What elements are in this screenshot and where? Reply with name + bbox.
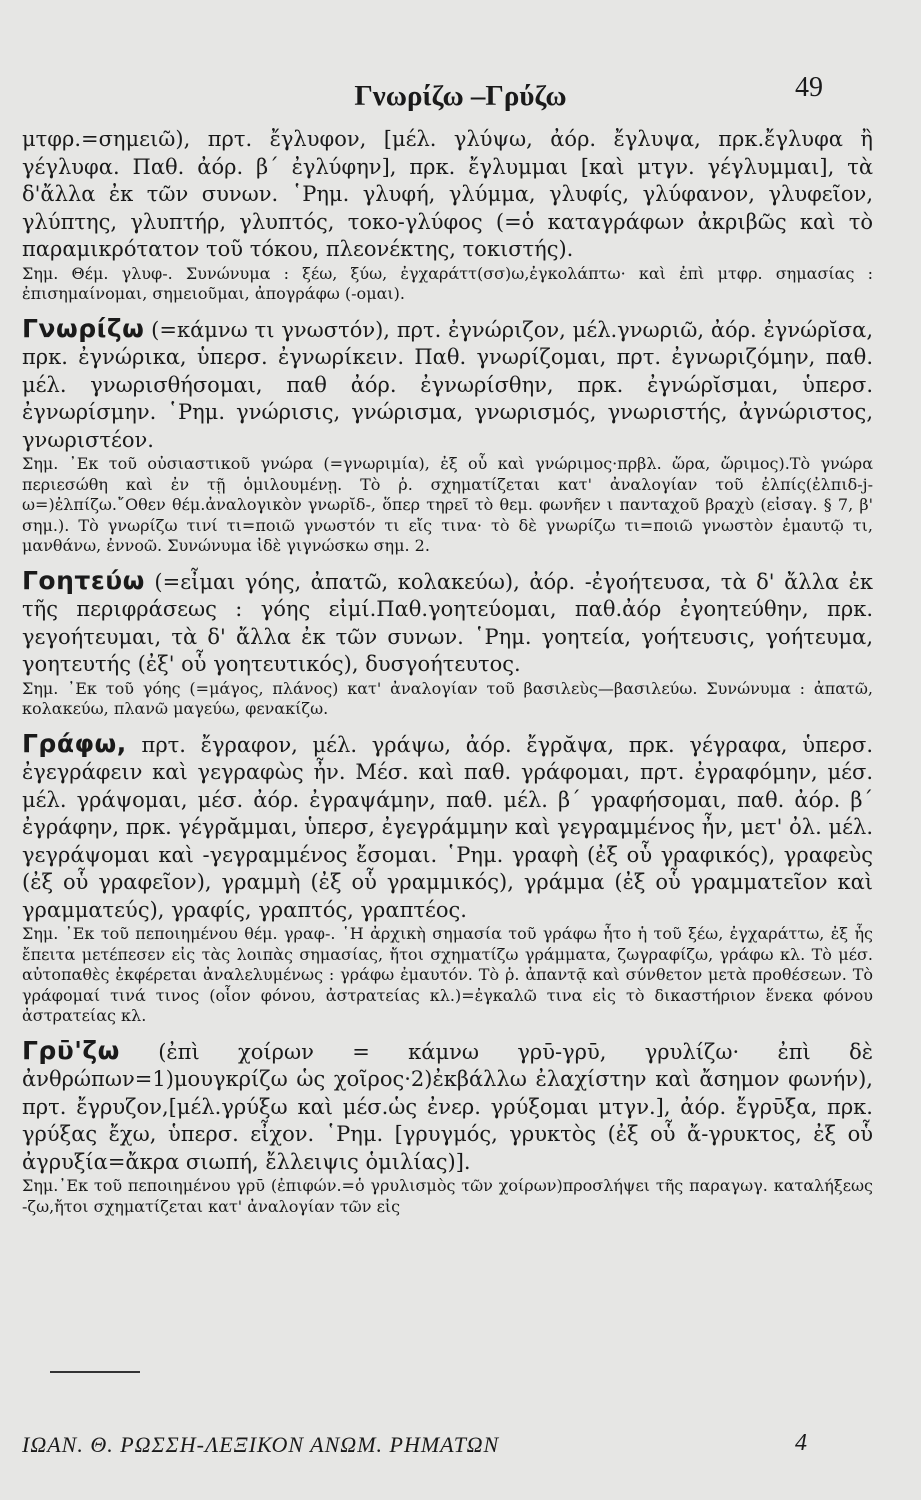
entry-paragraph	[22, 315, 873, 455]
entry-text: (=εἶμαι γόης, ἀπατῶ, κολακεύω), ἀόρ. -ἐγοήτευσα, τὰ δ' ἄλλα ἐκ τῆς περιφράσεως : γόης εἰμί.Παθ.γοητεύομαι, παθ.ἀόρ ἐγοητεύθην, πρκ. γεγοήτευμαι, τὰ δ' ἄλλα ἐκ τῶν συνων. ῾Ρημ. γοητεία, γοήτευσις, γοήτευμα, γοητευτής (ἐξ' οὗ γοητευτικός), δυσγοήτευτος.	[22, 569, 873, 676]
entry-paragraph	[22, 730, 873, 925]
signature-line: ΙΩΑΝ. Θ. ΡΩΣΣΗ-ΛΕΞΙΚΟΝ ΑΝΩΜ. ΡΗΜΑΤΩΝ	[22, 1432, 500, 1457]
entry-note: Σημ.᾿Εκ τοῦ πεποιημένου γρῡ (ἐπιφών.=ὁ γρυλισμὸς τῶν χοίρων)προσλήψει τῆς παραγωγ. καταλήξεως -ζω,ἤτοι σχηματίζεται κατ' ἀναλογίαν τῶν εἰς	[22, 1176, 873, 1216]
lemma-headword: Γρῡ'ζω	[22, 1035, 120, 1065]
running-head-title: Γνωρίζω –Γρύζω	[354, 80, 567, 112]
entry-paragraph	[22, 1037, 873, 1177]
page-body	[22, 126, 873, 1227]
entry-gryzo	[22, 1037, 873, 1218]
entry-paragraph	[22, 567, 873, 679]
running-header	[0, 72, 921, 120]
entry-note: Σημ. ᾿Εκ τοῦ πεποιημένου θέμ. γραφ-. ῾Η ἀρχικὴ σημασία τοῦ γράφω ἦτο ἡ τοῦ ξέω, ἐγχαράττω, ἐξ ἧς ἔπειτα μετέπεσεν εἰς τὰς λοιπὰς σημασίας, ἤτοι σχηματίζω γράμματα, ζωγραφίζω, γράφω κλ. Τὸ μέσ. αὐτοπαθὲς ἐκφέρεται ἀναλελυμένως : γράφω ἐμαυτόν. Τὸ ῥ. ἀπαντᾷ καὶ σύνθετον μετὰ προθέσεων. Τὸ γράφομαί τινά τινος (οἷον φόνου, ἀστρατείας κλ.)=ἐγκαλῶ τινα εἰς τὸ δικαστήριον ἕνεκα φόνου ἀστρατείας κλ.	[22, 924, 873, 1025]
entry-goiteuo	[22, 567, 873, 720]
entry-gnorizo	[22, 315, 873, 557]
lemma-headword: Γράφω,	[22, 728, 127, 758]
entry-note: Σημ. ᾿Εκ τοῦ οὐσιαστικοῦ γνώρα (=γνωριμία), ἐξ οὗ καὶ γνώριμος·πρβλ. ὥρα, ὥριμος).Τὸ γνώρα περιεσώθη καὶ ἐν τῇ ὁμιλουμένῃ. Τὸ ῥ. σχηματίζεται κατ' ἀναλογίαν τοῦ ἐλπίς(ἐλπιδ-j-ω=)ἐλπίζω.῎Οθεν θέμ.ἀναλογικὸν γνωρῐδ-, ὅπερ τηρεῖ τὸ θεμ. φωνῆεν ι πανταχοῦ βραχὺ (εἰσαγ. § 7, β' σημ.). Τὸ γνωρίζω τινί τι=ποιῶ γνωστόν τι εἴς τινα· τὸ δὲ γνωρίζω τι=ποιῶ γνωστὸν ἐμαυτῷ τι, μανθάνω, ἐννοῶ. Συνώνυμα ἰδὲ γιγνώσκω σημ. 2.	[22, 454, 873, 555]
page-number: 49	[795, 72, 823, 103]
entry-glypho-continuation	[22, 126, 873, 305]
lemma-headword: Γνωρίζω	[22, 313, 145, 343]
lemma-headword: Γοητεύω	[22, 565, 145, 595]
entry-text: πρτ. ἔγραφον, μέλ. γράψω, ἀόρ. ἔγρᾰψα, πρκ. γέγραφα, ὑπερσ. ἐγεγράφειν καὶ γεγραφὼς ἦν. Μέσ. καὶ παθ. γράφομαι, πρτ. ἐγραφόμην, μέσ. μέλ. γράψομαι, μέσ. ἀόρ. ἐγραψάμην, παθ. μέλ. β΄ γραφήσομαι, παθ. ἀόρ. β΄ ἐγράφην, πρκ. γέγρᾰμμαι, ὑπερσ, ἐγεγράμμην καὶ γεγραμμένος ἦν, μετ' ὀλ. μέλ. γεγράψομαι καὶ -γεγραμμένος ἔσομαι. ῾Ρημ. γραφὴ (ἐξ οὗ γραφικός), γραφεὺς (ἐξ οὗ γραφεῖον), γραμμὴ (ἐξ οὗ γραμμικός), γράμμα (ἐξ οὗ γραμματεῖον καὶ γραμματεύς), γραφίς, γραπτός, γραπτέος.	[22, 732, 873, 922]
entry-note: Σημ. ᾿Εκ τοῦ γόης (=μάγος, πλάνος) κατ' ἀναλογίαν τοῦ βασιλεὺς—βασιλεύω. Συνώνυμα : ἀπατῶ, κολακεύω, πλανῶ μαγεύω, φενακίζω.	[22, 678, 873, 718]
entry-grapho	[22, 730, 873, 1027]
entry-text: μτφρ.=σημειῶ), πρτ. ἔγλυφον, [μέλ. γλύψω, ἀόρ. ἔγλυψα, πρκ.ἔγλυφα ἢ γέγλυφα. Παθ. ἀόρ. β΄ ἐγλύφην], πρκ. ἔγλυμμαι [καὶ μτγν. γέγλυμμαι], τὰ δ'ἄλλα ἐκ τῶν συνων. ῾Ρημ. γλυφή, γλύμμα, γλυφίς, γλύφανον, γλυφεῖον, γλύπτης, γλυπτήρ, γλυπτός, τοκο-γλύφος (=ὁ καταγράφων ἀκριβῶς καὶ τὸ παραμικρότατον τοῦ τόκου, πλεονέκτης, τοκιστής).	[22, 127, 873, 261]
section-divider	[50, 1371, 140, 1373]
sheet-number: 4	[795, 1430, 807, 1456]
entry-note: Σημ. Θέμ. γλυφ-. Συνώνυμα : ξέω, ξύω, ἐγχαράττ(σσ)ω,ἐγκολάπτω· καὶ ἐπὶ μτφρ. σημασίας : ἐπισημαίνομαι, σημειοῦμαι, ἀπογράφω (-ομαι).	[22, 263, 873, 303]
entry-text: (ἐπὶ χοίρων = κάμνω γρῡ-γρῡ, γρυλίζω· ἐπὶ δὲ ἀνθρώπων=1)μουγκρίζω ὡς χοῖρος·2)ἐκβάλλω ἐλαχίστην καὶ ἄσημον φωνήν), πρτ. ἔγρυζον,[μέλ.γρύξω καὶ μέσ.ὡς ἐνερ. γρύξομαι μτγν.], ἀόρ. ἔγρῡξα, πρκ. γρύξας ἔχω, ὑπερσ. εἶχον. ῾Ρημ. [γρυγμός, γρυκτὸς (ἐξ οὗ ἄ-γρυκτος, ἐξ οὗ ἀγρυξία=ἄκρα σιωπή, ἔλλειψις ὁμιλίας)].	[22, 1039, 874, 1174]
page-footer	[22, 1432, 873, 1462]
entry-text: (=κάμνω τι γνωστόν), πρτ. ἐγνώριζον, μέλ.γνωριῶ, ἀόρ. ἐγνώρῐσα, πρκ. ἐγνώρικα, ὑπερσ. ἐγνωρίκειν. Παθ. γνωρίζομαι, πρτ. ἐγνωριζόμην, παθ. μέλ. γνωρισθήσομαι, παθ ἀόρ. ἐγνωρίσθην, πρκ. ἐγνώρῐσμαι, ὑπερσ. ἐγνωρίσμην. ῾Ρημ. γνώρισις, γνώρισμα, γνωρισμός, γνωριστής, ἀγνώριστος, γνωριστέον.	[22, 317, 873, 452]
